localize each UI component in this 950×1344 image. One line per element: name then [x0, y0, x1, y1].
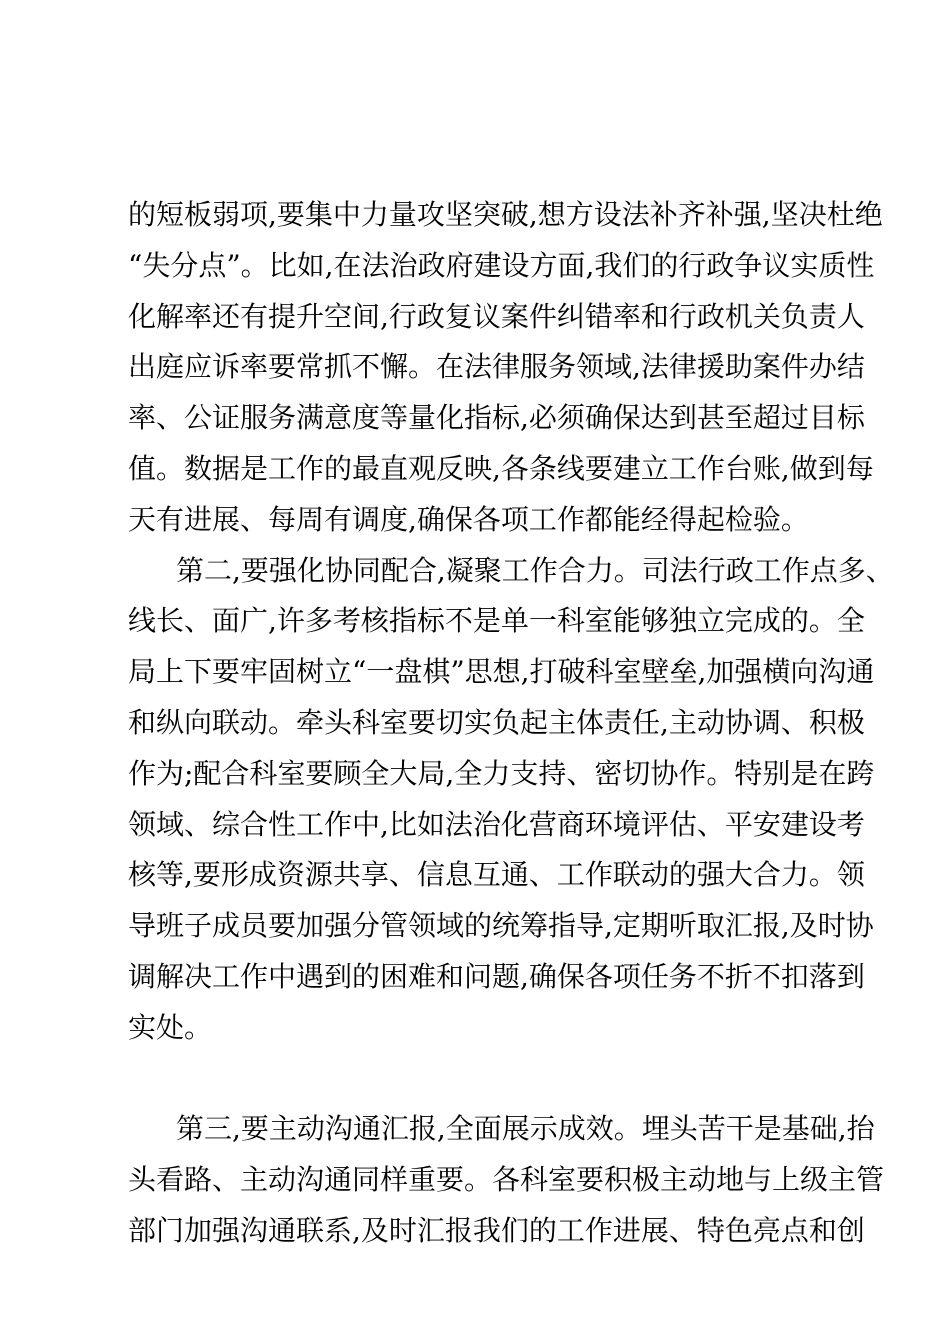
text-line: 和纵向联动。牵头科室要切实负起主体责任,主动协调、积极 — [128, 705, 865, 739]
text-line: 的短板弱项,要集中力量攻坚突破,想方设法补齐补强,坚决杜绝 — [128, 198, 883, 231]
text-line: “失分点”。比如,在法治政府建设方面,我们的行政争议实质性 — [128, 248, 875, 282]
text-line: 化解率还有提升空间,行政复议案件纠错率和行政机关负责人 — [128, 299, 865, 333]
text-line: 局上下要牢固树立“一盘棋”思想,打破科室壁垒,加强横向沟通 — [128, 655, 875, 689]
text-line: 值。数据是工作的最直观反映,各条线要建立工作台账,做到每 — [128, 451, 874, 485]
paragraph-1 — [128, 190, 883, 546]
text-line: 导班子成员要加强分管领域的统筹指导,定期听取汇报,及时协 — [128, 909, 874, 943]
text-line: 实处。 — [128, 1010, 213, 1044]
text-line — [128, 1054, 828, 1105]
text-line: 天有进展、每周有调度,确保各项工作都能经得起检验。 — [128, 502, 809, 536]
text-line: 部门加强沟通联系,及时汇报我们的工作进展、特色亮点和创 — [128, 1213, 865, 1247]
body-text — [128, 190, 894, 1257]
text-line: 第三,要主动沟通汇报,全面展示成效。埋头苦干是基础,抬 — [176, 1112, 875, 1146]
text-line: 线长、面广,许多考核指标不是单一科室能够独立完成的。全 — [128, 604, 865, 638]
text-line: 作为;配合科室要顾全大局,全力支持、密切协作。特别是在跨 — [128, 756, 875, 790]
text-line: 调解决工作中遇到的困难和问题,确保各项任务不折不扣落到 — [128, 959, 865, 993]
paragraph-3 — [128, 1104, 885, 1256]
text-line: 核等,要形成资源共享、信息互通、工作联动的强大合力。领 — [128, 858, 865, 892]
text-line: 出庭应诉率要常抓不懈。在法律服务领域,法律援助案件办结 — [128, 350, 865, 384]
text-line: 率、公证服务满意度等量化指标,必须确保达到甚至超过目标 — [128, 401, 865, 435]
text-line: 领域、综合性工作中,比如法治化营商环境评估、平安建设考 — [128, 807, 865, 841]
text-line: 头看路、主动沟通同样重要。各科室要积极主动地与上级主管 — [128, 1163, 885, 1197]
paragraph-2 — [128, 546, 894, 1105]
text-line: 第二,要强化协同配合,凝聚工作合力。司法行政工作点多、 — [176, 553, 894, 587]
